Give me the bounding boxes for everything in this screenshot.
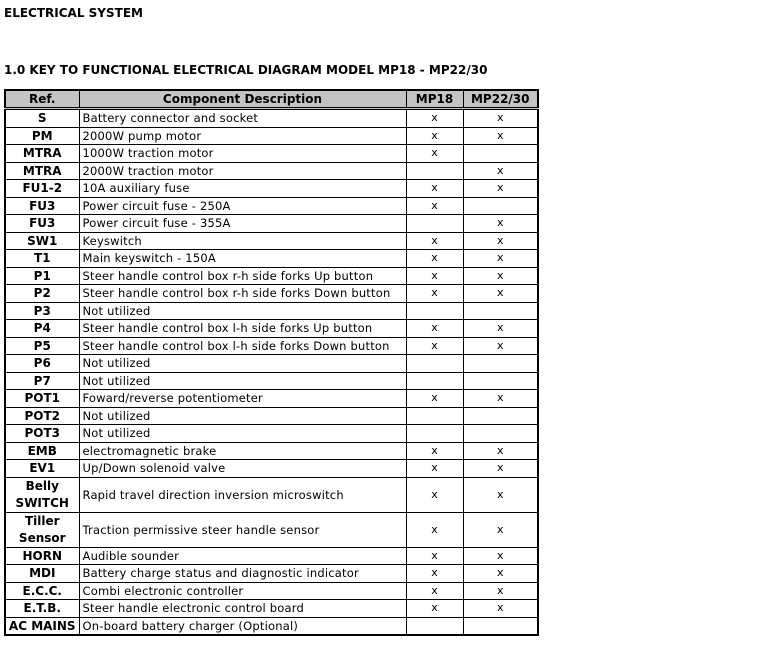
mp22-30-cell: x xyxy=(463,285,538,303)
mp22-30-cell xyxy=(463,145,538,163)
description-cell: Power circuit fuse - 250A xyxy=(79,197,406,215)
table-row xyxy=(5,215,538,233)
table-row xyxy=(5,565,538,583)
header-description: Component Description xyxy=(79,90,406,109)
ref-cell: HORN xyxy=(5,547,79,565)
mp18-cell: x xyxy=(406,442,463,460)
mp22-30-cell xyxy=(463,425,538,443)
mp22-30-cell xyxy=(463,355,538,373)
ref-cell: EMB xyxy=(5,442,79,460)
ref-cell: P5 xyxy=(5,337,79,355)
mp18-cell: x xyxy=(406,320,463,338)
description-cell: Steer handle control box r-h side forks Down button xyxy=(79,285,406,303)
description-cell: Steer handle control box r-h side forks Up button xyxy=(79,267,406,285)
ref-cell: POT3 xyxy=(5,425,79,443)
mp22-30-cell: x xyxy=(463,109,538,128)
mp18-cell: x xyxy=(406,127,463,145)
mp22-30-cell: x xyxy=(463,512,538,547)
mp18-cell: x xyxy=(406,547,463,565)
mp18-cell: x xyxy=(406,477,463,512)
mp18-cell xyxy=(406,617,463,635)
mp18-cell: x xyxy=(406,232,463,250)
header-ref: Ref. xyxy=(5,90,79,109)
mp18-cell: x xyxy=(406,582,463,600)
header-mp22-30: MP22/30 xyxy=(463,90,538,109)
description-cell: Combi electronic controller xyxy=(79,582,406,600)
component-key-table-container xyxy=(4,89,537,636)
description-cell: Not utilized xyxy=(79,372,406,390)
ref-cell: E.C.C. xyxy=(5,582,79,600)
ref-cell: MTRA xyxy=(5,162,79,180)
ref-cell: P6 xyxy=(5,355,79,373)
table-row xyxy=(5,320,538,338)
description-cell: Foward/reverse potentiometer xyxy=(79,390,406,408)
ref-cell: MDI xyxy=(5,565,79,583)
mp18-cell: x xyxy=(406,109,463,128)
ref-cell: E.T.B. xyxy=(5,600,79,618)
table-row xyxy=(5,162,538,180)
table-row xyxy=(5,355,538,373)
description-cell: On-board battery charger (Optional) xyxy=(79,617,406,635)
table-row xyxy=(5,547,538,565)
mp22-30-cell: x xyxy=(463,320,538,338)
mp18-cell: x xyxy=(406,390,463,408)
table-row xyxy=(5,337,538,355)
table-row xyxy=(5,617,538,635)
ref-cell: AC MAINS xyxy=(5,617,79,635)
mp18-cell: x xyxy=(406,565,463,583)
ref-cell: POT1 xyxy=(5,390,79,408)
mp18-cell xyxy=(406,372,463,390)
mp18-cell: x xyxy=(406,197,463,215)
ref-cell: P1 xyxy=(5,267,79,285)
description-cell: Up/Down solenoid valve xyxy=(79,460,406,478)
description-cell: Rapid travel direction inversion microswitch xyxy=(79,477,406,512)
mp18-cell: x xyxy=(406,337,463,355)
mp22-30-cell: x xyxy=(463,337,538,355)
mp18-cell: x xyxy=(406,600,463,618)
description-cell: Battery connector and socket xyxy=(79,109,406,128)
mp22-30-cell: x xyxy=(463,162,538,180)
mp18-cell: x xyxy=(406,250,463,268)
mp22-30-cell: x xyxy=(463,250,538,268)
section-title: 1.0 KEY TO FUNCTIONAL ELECTRICAL DIAGRAM MODEL MP18 - MP22/30 xyxy=(4,63,488,77)
mp22-30-cell: x xyxy=(463,232,538,250)
ref-cell: EV1 xyxy=(5,460,79,478)
description-cell: Power circuit fuse - 355A xyxy=(79,215,406,233)
mp22-30-cell: x xyxy=(463,267,538,285)
ref-cell: T1 xyxy=(5,250,79,268)
mp22-30-cell: x xyxy=(463,460,538,478)
description-cell: Not utilized xyxy=(79,407,406,425)
mp22-30-cell: x xyxy=(463,600,538,618)
description-cell: 2000W pump motor xyxy=(79,127,406,145)
ref-cell: P3 xyxy=(5,302,79,320)
description-cell: Steer handle control box l-h side forks Up button xyxy=(79,320,406,338)
mp18-cell xyxy=(406,302,463,320)
mp22-30-cell xyxy=(463,372,538,390)
mp18-cell xyxy=(406,162,463,180)
description-cell: Steer handle electronic control board xyxy=(79,600,406,618)
description-cell: Not utilized xyxy=(79,425,406,443)
description-cell: Not utilized xyxy=(79,355,406,373)
ref-cell: PM xyxy=(5,127,79,145)
table-row xyxy=(5,109,538,128)
table-row xyxy=(5,372,538,390)
description-cell: Main keyswitch - 150A xyxy=(79,250,406,268)
mp18-cell: x xyxy=(406,285,463,303)
table-row xyxy=(5,600,538,618)
mp22-30-cell: x xyxy=(463,127,538,145)
table-row xyxy=(5,250,538,268)
mp18-cell: x xyxy=(406,267,463,285)
mp18-cell: x xyxy=(406,180,463,198)
mp22-30-cell: x xyxy=(463,582,538,600)
table-row xyxy=(5,407,538,425)
table-row xyxy=(5,390,538,408)
description-cell: Steer handle control box l-h side forks Down button xyxy=(79,337,406,355)
mp22-30-cell xyxy=(463,302,538,320)
table-row xyxy=(5,232,538,250)
table-row xyxy=(5,267,538,285)
table-row xyxy=(5,477,538,512)
mp22-30-cell: x xyxy=(463,442,538,460)
table-header-row xyxy=(5,90,538,109)
mp18-cell xyxy=(406,407,463,425)
table-body xyxy=(5,109,538,636)
description-cell: 10A auxiliary fuse xyxy=(79,180,406,198)
mp18-cell: x xyxy=(406,145,463,163)
ref-cell: FU3 xyxy=(5,215,79,233)
table-row xyxy=(5,302,538,320)
mp18-cell: x xyxy=(406,512,463,547)
table-row xyxy=(5,582,538,600)
ref-cell: P7 xyxy=(5,372,79,390)
description-cell: Not utilized xyxy=(79,302,406,320)
mp22-30-cell xyxy=(463,197,538,215)
table-row xyxy=(5,512,538,547)
table-row xyxy=(5,425,538,443)
ref-cell: Belly SWITCH xyxy=(5,477,79,512)
header-mp18: MP18 xyxy=(406,90,463,109)
mp22-30-cell xyxy=(463,407,538,425)
description-cell: Battery charge status and diagnostic indicator xyxy=(79,565,406,583)
mp22-30-cell: x xyxy=(463,477,538,512)
table-row xyxy=(5,197,538,215)
page-heading: ELECTRICAL SYSTEM xyxy=(4,6,143,20)
ref-cell: FU1-2 xyxy=(5,180,79,198)
mp18-cell xyxy=(406,215,463,233)
ref-cell: Tiller Sensor xyxy=(5,512,79,547)
ref-cell: P2 xyxy=(5,285,79,303)
table-row xyxy=(5,180,538,198)
description-cell: Keyswitch xyxy=(79,232,406,250)
description-cell: 2000W traction motor xyxy=(79,162,406,180)
mp18-cell xyxy=(406,355,463,373)
description-cell: Traction permissive steer handle sensor xyxy=(79,512,406,547)
mp22-30-cell: x xyxy=(463,215,538,233)
ref-cell: FU3 xyxy=(5,197,79,215)
table-row xyxy=(5,127,538,145)
table-row xyxy=(5,145,538,163)
table-row xyxy=(5,285,538,303)
mp22-30-cell: x xyxy=(463,390,538,408)
description-cell: 1000W traction motor xyxy=(79,145,406,163)
mp18-cell: x xyxy=(406,460,463,478)
mp22-30-cell xyxy=(463,617,538,635)
mp22-30-cell: x xyxy=(463,180,538,198)
ref-cell: S xyxy=(5,109,79,128)
ref-cell: P4 xyxy=(5,320,79,338)
component-key-table xyxy=(4,89,539,636)
mp22-30-cell: x xyxy=(463,547,538,565)
ref-cell: SW1 xyxy=(5,232,79,250)
table-row xyxy=(5,460,538,478)
mp22-30-cell: x xyxy=(463,565,538,583)
description-cell: electromagnetic brake xyxy=(79,442,406,460)
description-cell: Audible sounder xyxy=(79,547,406,565)
mp18-cell xyxy=(406,425,463,443)
ref-cell: POT2 xyxy=(5,407,79,425)
ref-cell: MTRA xyxy=(5,145,79,163)
table-row xyxy=(5,442,538,460)
